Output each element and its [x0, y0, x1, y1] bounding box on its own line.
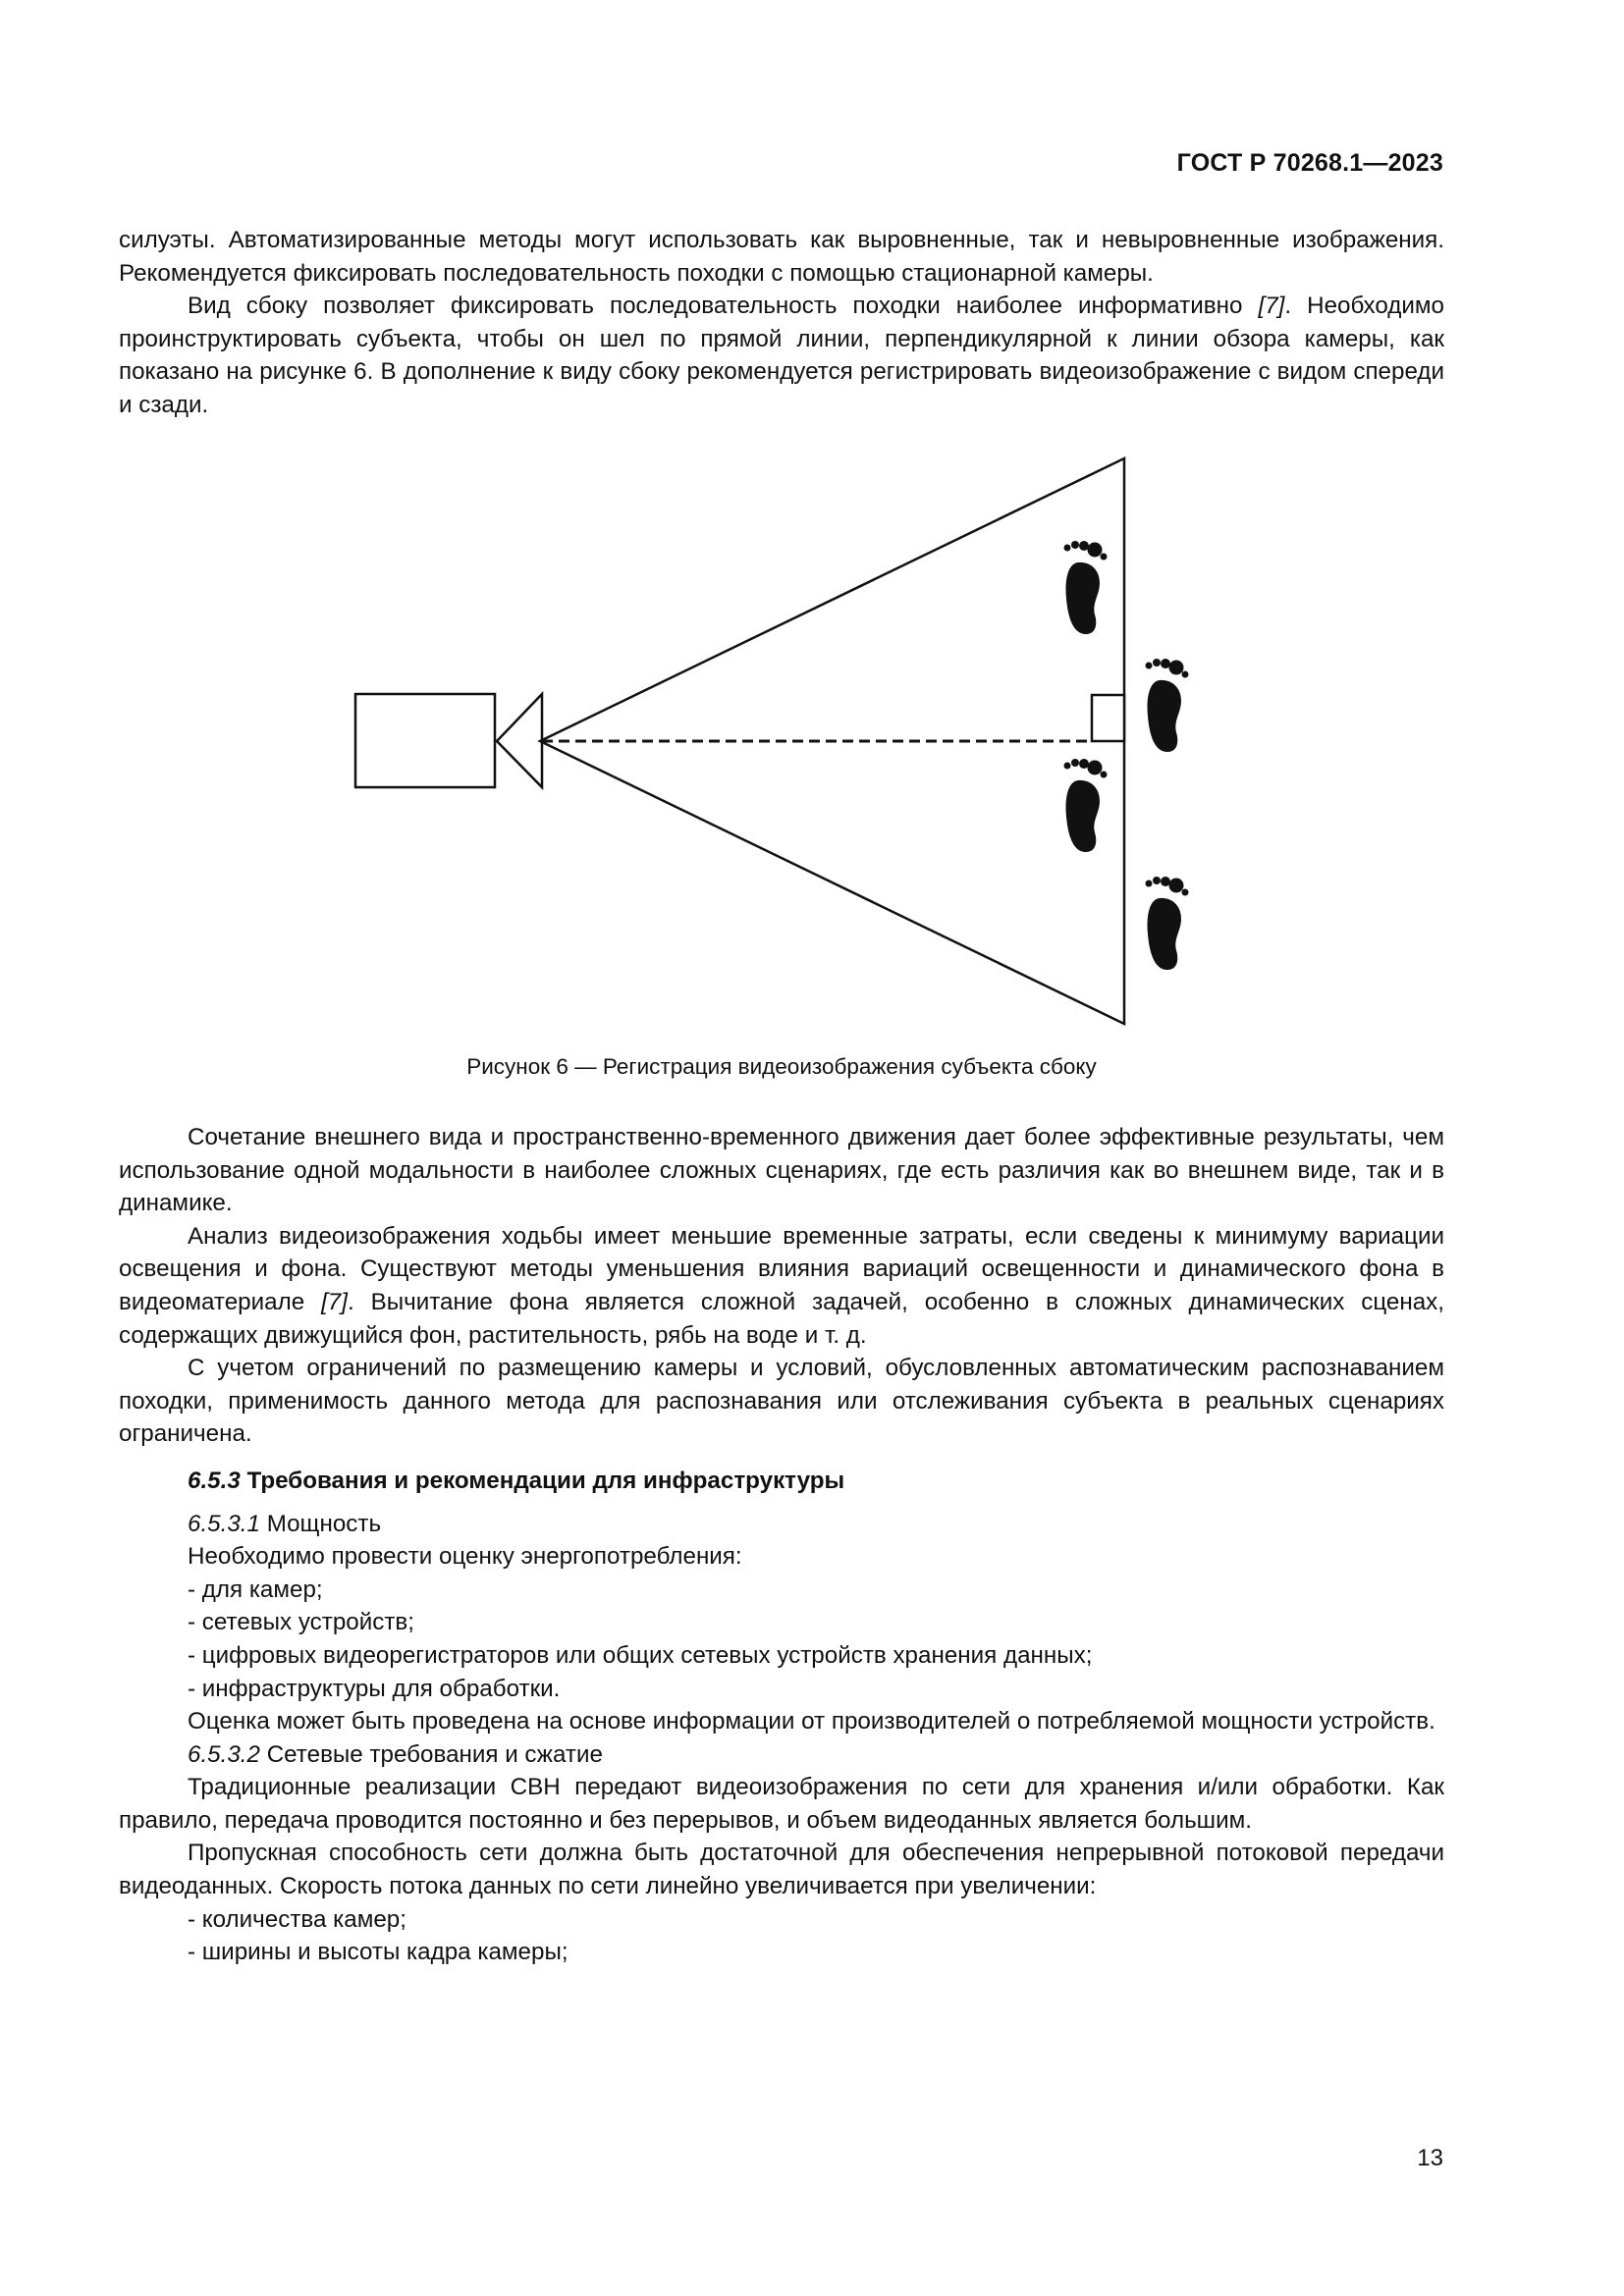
subject-marker: [1092, 695, 1124, 741]
list-item: - ширины и высоты кадра камеры;: [188, 1939, 568, 1966]
section-heading: [119, 1465, 1444, 1498]
reference-link[interactable]: [7]: [321, 1288, 348, 1315]
page-number: 13: [1417, 2145, 1443, 2171]
footprint-icon: [1146, 659, 1189, 752]
list-item: - количества камер;: [188, 1905, 406, 1933]
list-item: - цифровых видеорегистраторов или общих сетевых устройств хранения данных;: [188, 1641, 1093, 1669]
subsection-number: 6.5.3.2: [188, 1740, 260, 1768]
footprint-icon: [1146, 877, 1189, 970]
section-title: Требования и рекомендации для инфраструктуры: [240, 1467, 845, 1494]
paragraph-text: . Необходимо проинструктировать субъекта, чтобы он шел по прямой линии, перпендикулярной к линии обзора камеры, как показано на рисунке 6. В дополнение к виду сбоку рекомендуется регистрировать видеоизображение с видом спереди и сзади.: [119, 293, 1445, 418]
main-text: [119, 1121, 1444, 1969]
document-header: ГОСТ Р 70268.1—2023: [1176, 149, 1443, 177]
footprint-icon: [1064, 541, 1108, 634]
top-text: [119, 224, 1444, 422]
paragraph-limitations: С учетом ограничений по размещению камеры и условий, обусловленных автоматическим распознаванием походки, применимость данного метода для распознавания или отслеживания субъекта в реальных сценариях ограничена.: [119, 1355, 1444, 1448]
subsection-heading: [119, 1508, 1444, 1541]
paragraph-text: Вид сбоку позволяет фиксировать последовательность походки наиболее информативно: [188, 293, 1259, 320]
video-camera-icon: [355, 694, 542, 787]
subsection-number: 6.5.3.1: [188, 1510, 260, 1537]
list-item: - сетевых устройств;: [188, 1609, 414, 1636]
paragraph-text: . Вычитание фона является сложной задачей, особенно в сложных динамических сценах, содержащих движущийся фон, растительность, рябь на воде и т. д.: [119, 1288, 1445, 1349]
figure-6: [334, 447, 1218, 1036]
section-number: 6.5.3: [188, 1467, 241, 1494]
reference-link[interactable]: [7]: [1258, 293, 1285, 320]
paragraph-continuation: силуэты. Автоматизированные методы могут использовать как выровненные, так и невыровненные изображения. Рекомендуется фиксировать последовательность походки с помощью стационарной камеры.: [119, 227, 1444, 287]
paragraph-analysis: [119, 1220, 1444, 1352]
figure-caption: Рисунок 6 — Регистрация видеоизображения субъекта сбоку: [466, 1054, 1097, 1079]
subsection-heading: [119, 1738, 1444, 1772]
list-item: - для камер;: [188, 1575, 323, 1603]
subsection-title: Мощность: [259, 1510, 382, 1537]
paragraph-text: Анализ видеоизображения ходьбы имеет меньшие временные затраты, если сведены к минимуму вариации освещения и фона. Существуют методы уменьшения влияния вариаций освещенности и динамического фона в видеоматериале: [119, 1222, 1444, 1315]
list-item: - инфраструктуры для обработки.: [188, 1675, 561, 1702]
paragraph-side-view: [119, 290, 1444, 421]
subsection-title: Сетевые требования и сжатие: [259, 1740, 603, 1768]
paragraph-text: Традиционные реализации СВН передают видеоизображения по сети для хранения и/или обработки. Как правило, передача проводится постоянно и без перерывов, и объем видеоданных является большим.: [119, 1774, 1444, 1834]
paragraph-text: Необходимо провести оценку энергопотребления:: [188, 1543, 742, 1571]
paragraph-text: Пропускная способность сети должна быть достаточной для обеспечения непрерывной потоковой передачи видеоданных. Скорость потока данных по сети линейно увеличивается при увеличении:: [119, 1840, 1444, 1900]
footprint-icon: [1064, 759, 1108, 852]
paragraph-appearance: Сочетание внешнего вида и пространственно-временного движения дает более эффективные результаты, чем использование одной модальности в наиболее сложных сценариях, где есть различия как во внешнем виде, так и в динамике.: [119, 1124, 1444, 1217]
paragraph-text: Оценка может быть проведена на основе информации от производителей о потребляемой мощности устройств.: [188, 1708, 1435, 1735]
